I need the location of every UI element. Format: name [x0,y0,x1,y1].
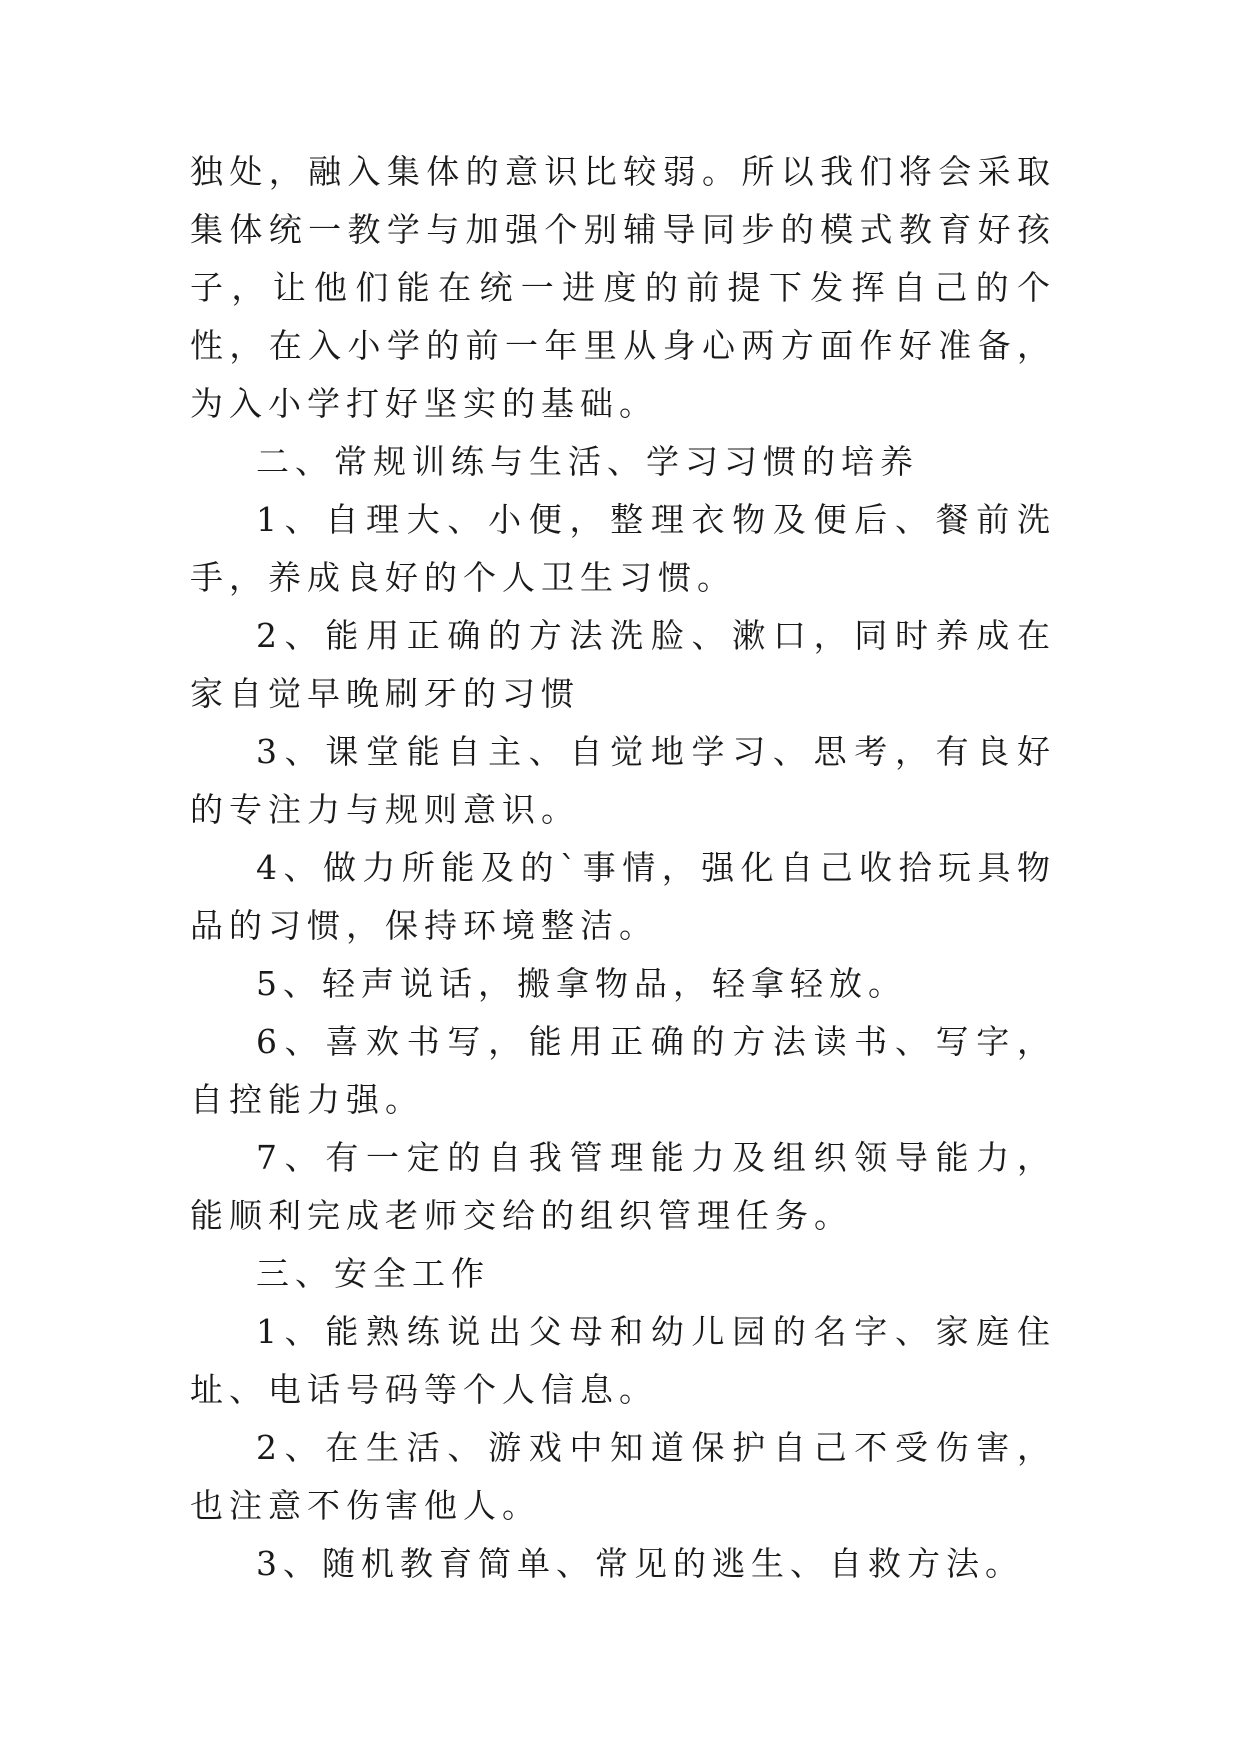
section-heading-safety: 三、安全工作 [256,1254,490,1293]
list-item-routine-5: 5、轻声说话，搬拿物品，轻拿轻放。 [256,964,907,1003]
list-item-safety-3: 3、随机教育简单、常见的逃生、自救方法。 [256,1544,1024,1583]
list-item-routine-6: 6、喜欢书写，能用正确的方法读书、写字，自控能力强。 [190,1022,1056,1119]
list-item-safety-1: 1、能熟练说出父母和幼儿园的名字、家庭住址、电话号码等个人信息。 [190,1312,1056,1409]
list-item-safety-2: 2、在生活、游戏中知道保护自己不受伤害，也注意不伤害他人。 [190,1428,1056,1525]
list-item-routine-7: 7、有一定的自我管理能力及组织领导能力，能顺利完成老师交给的组织管理任务。 [190,1138,1056,1235]
list-item-routine-2: 2、能用正确的方法洗脸、漱口，同时养成在家自觉早晚刷牙的习惯 [190,616,1056,713]
document-body [190,143,1056,1593]
list-item-routine-4: 4、做力所能及的`事情，强化自己收拾玩具物品的习惯，保持环境整洁。 [190,848,1056,945]
section-heading-routine-training: 二、常规训练与生活、学习习惯的培养 [256,442,919,481]
list-item-routine-3: 3、课堂能自主、自觉地学习、思考，有良好的专注力与规则意识。 [190,732,1056,829]
paragraph-intro-continuation: 独处，融入集体的意识比较弱。所以我们将会采取集体统一教学与加强个别辅导同步的模式教育好孩子，让他们能在统一进度的前提下发挥自己的个性，在入小学的前一年里从身心两方面作好准备，为入小学打好坚实的基础。 [190,152,1056,423]
list-item-routine-1: 1、自理大、小便，整理衣物及便后、餐前洗手，养成良好的个人卫生习惯。 [190,500,1056,597]
